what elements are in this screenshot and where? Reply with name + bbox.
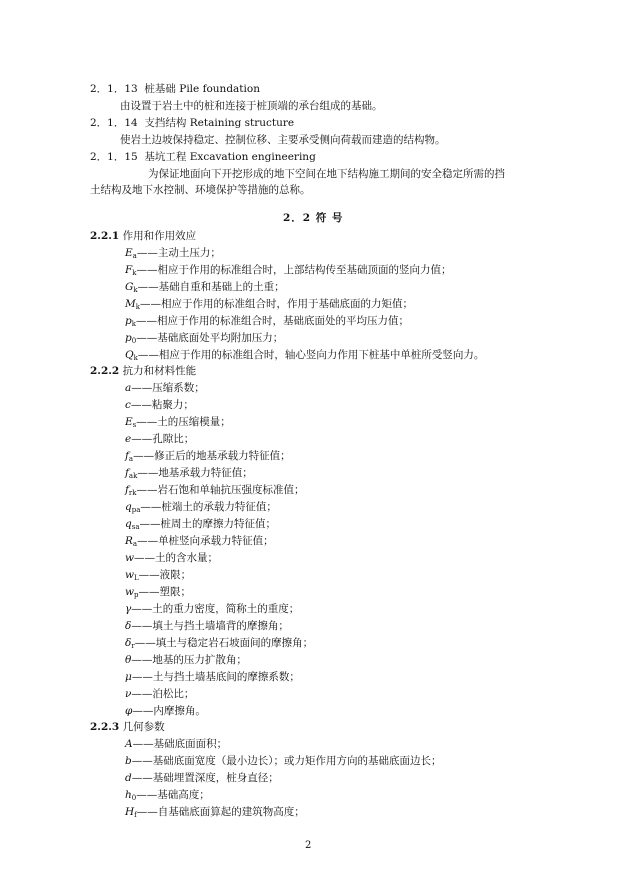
symbol-item: $q_{pa}——$桩端土的承载力特征值； — [125, 501, 277, 514]
term-definition: 由设置于岩土中的桩和连接于桩顶端的承台组成的基础。 — [120, 100, 383, 112]
term-definition-continued: 土结构及地下水控制、环境保护等措施的总称。 — [90, 184, 311, 196]
symbol-item: e——孔隙比； — [125, 433, 195, 445]
symbol-item: A——基础底面面积； — [125, 738, 228, 750]
symbol-item: a——压缩系数； — [125, 382, 205, 394]
symbol-item: $h_0——$基础高度； — [125, 789, 210, 802]
symbol-item: δ——填土与挡土墙墙背的摩擦角； — [125, 620, 289, 632]
symbol-item: $F_k——$相应于作用的标准组合时，上部结构传至基础顶面的竖向力值； — [125, 264, 452, 277]
term-number: 2．1．14 — [90, 117, 138, 129]
group-number: 2.2.3 — [90, 721, 120, 733]
symbol-item: μ——土与挡土墙基底间的摩擦系数； — [125, 671, 300, 683]
symbol-item: γ——土的重力密度，简称土的重度； — [125, 603, 300, 615]
symbol-item: b——基础底面宽度（最小边长）；或力矩作用方向的基础底面边长； — [125, 755, 442, 767]
term-number: 2．1．13 — [90, 83, 138, 95]
term-definition: 使岩土边坡保持稳定、控制位移、主要承受侧向荷载而建造的结构物。 — [120, 134, 446, 146]
group-title: 作用和作用效应 — [122, 230, 197, 242]
symbol-item: d——基础埋置深度，桩身直径； — [125, 772, 279, 784]
symbol-item: φ——内摩擦角。 — [125, 705, 206, 717]
symbol-item: $w_L——$液限； — [125, 569, 192, 582]
term-2-1-14-heading — [90, 116, 294, 130]
symbol-item: $\delta_r——$填土与稳定岩石坡面间的摩擦角； — [125, 637, 314, 650]
group-2-2-2-heading — [90, 364, 196, 378]
group-2-2-3-heading — [90, 720, 165, 734]
term-2-1-13-heading — [90, 82, 260, 96]
symbol-item: $p_k——$相应于作用的标准组合时，基础底面处的平均压力值； — [125, 315, 409, 328]
group-number: 2.2.1 — [90, 230, 120, 242]
symbol-item: $Q_k——$相应于作用的标准组合时，轴心竖向力作用下桩基中单桩所受竖向力。 — [125, 349, 485, 362]
group-title: 抗力和材料性能 — [122, 365, 197, 377]
symbol-item: $w_p——$塑限； — [125, 586, 191, 599]
group-number: 2.2.2 — [90, 365, 120, 377]
page-number: 2 — [305, 840, 312, 851]
symbol-item: θ——地基的压力扩散角； — [125, 654, 247, 666]
symbol-item: $p_0——$基础底面处平均附加压力； — [125, 332, 284, 345]
term-2-1-15-heading — [90, 150, 316, 164]
section-title: 2．2 符 号 — [283, 212, 344, 224]
symbol-item: c——粘聚力； — [125, 399, 194, 411]
symbol-item: $f_a——$修正后的地基承载力特征值； — [125, 450, 291, 463]
symbol-item: $E_s——$土的压缩模量； — [125, 416, 231, 429]
symbol-item: $H_f——$自基础底面算起的建筑物高度； — [125, 806, 305, 819]
term-title: 支挡结构 Retaining structure — [144, 117, 295, 129]
symbol-item: ν——泊松比； — [125, 688, 195, 700]
term-title: 基坑工程 Excavation engineering — [144, 151, 316, 163]
group-2-2-1-heading — [90, 229, 196, 243]
term-title: 桩基础 Pile foundation — [144, 83, 260, 95]
symbol-item: $q_{sa}——$桩周土的摩擦力特征值； — [125, 518, 276, 531]
symbol-item: $E_a——$主动土压力； — [125, 247, 221, 260]
symbol-item: w——土的含水量； — [125, 552, 218, 564]
symbol-item: $G_k——$基础自重和基础上的土重； — [125, 281, 285, 294]
symbol-item: $R_a——$单桩竖向承载力特征值； — [125, 535, 274, 548]
term-definition: 为保证地面向下开挖形成的地下空间在地下结构施工期间的安全稳定所需的挡 — [148, 168, 505, 180]
symbol-item: $M_k——$相应于作用的标准组合时，作用于基础底面的力矩值； — [125, 298, 414, 311]
term-number: 2．1．15 — [90, 151, 138, 163]
symbol-item: $f_{ak}——$地基承载力特征值； — [125, 467, 253, 480]
group-title: 几何参数 — [122, 721, 165, 733]
symbol-item: $f_{rk}——$岩石饱和单轴抗压强度标准值； — [125, 484, 305, 497]
